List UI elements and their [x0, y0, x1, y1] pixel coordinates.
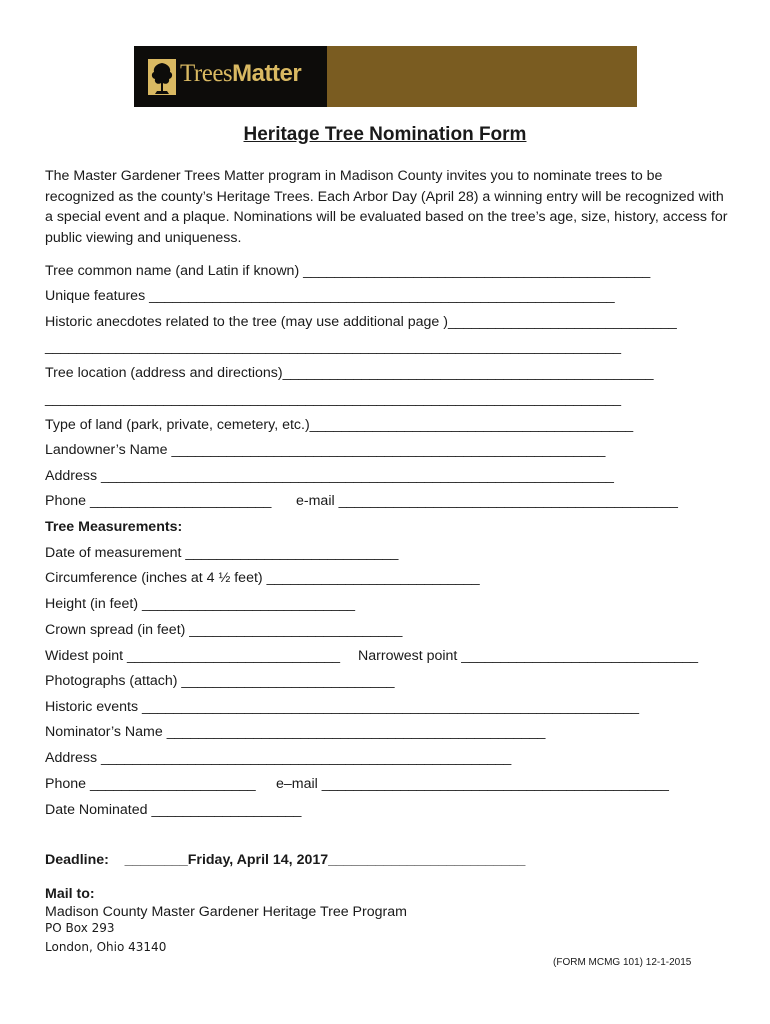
field-unique-features[interactable]: Unique features ___________________________________________________________ [45, 288, 615, 304]
banner-color-panel [327, 46, 637, 107]
field-anecdotes[interactable]: Historic anecdotes related to the tree (may use additional page )_____________________________ [45, 314, 677, 330]
intro-paragraph: The Master Gardener Trees Matter program in Madison County invites you to nominate trees to be recognized as the county’s Heritage Trees. Each Arbor Day (April 28) a winning entry will be recognized with a special event and a plaque. Nominations will be evaluated based on the tree’s age, size, history, access for public viewing and uniqueness. [45, 168, 728, 246]
field-crown-spread[interactable]: Crown spread (in feet) ___________________________ [45, 622, 403, 638]
field-height[interactable]: Height (in feet) ___________________________ [45, 596, 356, 612]
field-nominator-phone[interactable]: Phone _____________________ [45, 776, 256, 792]
field-circumference[interactable]: Circumference (inches at 4 ½ feet) ___________________________ [45, 570, 480, 586]
field-nominator-address[interactable]: Address ____________________________________________________ [45, 750, 512, 766]
field-common-name[interactable]: Tree common name (and Latin if known) ____________________________________________ [45, 263, 651, 279]
field-nominator-name[interactable] [45, 723, 545, 741]
deadline-date: Friday, April 14, 2017 [187, 852, 329, 868]
deadline-label: Deadline: [45, 852, 109, 868]
field-nominator-email[interactable]: e–mail ____________________________________________ [276, 776, 669, 792]
field-location[interactable]: Tree location (address and directions)_______________________________________________ [45, 365, 654, 381]
logo-panel [134, 46, 327, 107]
deadline-blank-2: _________________________ [328, 852, 526, 868]
field-measurement-date[interactable]: Date of measurement ___________________________ [45, 545, 399, 561]
field-landowner[interactable]: Landowner’s Name _______________________________________________________ [45, 442, 606, 458]
mail-program: Madison County Master Gardener Heritage Tree Program [45, 904, 407, 920]
mail-city: London, Ohio 43140 [45, 940, 167, 954]
field-phone[interactable]: Phone _______________________ [45, 493, 272, 509]
logo-text [180, 60, 301, 88]
field-anecdotes-line2[interactable]: _________________________________________________________________________ [45, 339, 621, 355]
mail-heading: Mail to: [45, 886, 95, 902]
field-land-type[interactable]: Type of land (park, private, cemetery, etc.)_________________________________________ [45, 417, 634, 433]
field-email[interactable]: e-mail ___________________________________________ [296, 493, 678, 509]
deadline-line [45, 851, 525, 869]
form-title: Heritage Tree Nomination Form [243, 124, 527, 145]
mail-po-box: PO Box 293 [45, 921, 115, 935]
field-location-line2[interactable]: _________________________________________________________________________ [45, 391, 621, 407]
measurements-heading: Tree Measurements: [45, 519, 183, 535]
deadline-blank-1: ________ [124, 852, 188, 868]
logo-word-light: Trees [180, 60, 233, 87]
logo-word-bold: Matter [232, 60, 302, 87]
field-widest-point[interactable]: Widest point ___________________________ [45, 648, 341, 664]
field-narrowest-point[interactable]: Narrowest point ______________________________ [358, 648, 699, 664]
field-historic-events[interactable]: Historic events _______________________________________________________________ [45, 699, 640, 715]
field-photographs[interactable]: Photographs (attach) ___________________________ [45, 673, 395, 689]
tree-icon [148, 59, 176, 95]
field-date-nominated[interactable]: Date Nominated ___________________ [45, 802, 302, 818]
nominator-name-label: Nominator’s Name [45, 724, 163, 740]
nominator-name-line[interactable]: ________________________________________________ [166, 724, 546, 740]
field-address[interactable]: Address _________________________________________________________________ [45, 468, 614, 484]
header-banner [134, 46, 637, 107]
form-code: (FORM MCMG 101) 12-1-2015 [553, 957, 692, 968]
